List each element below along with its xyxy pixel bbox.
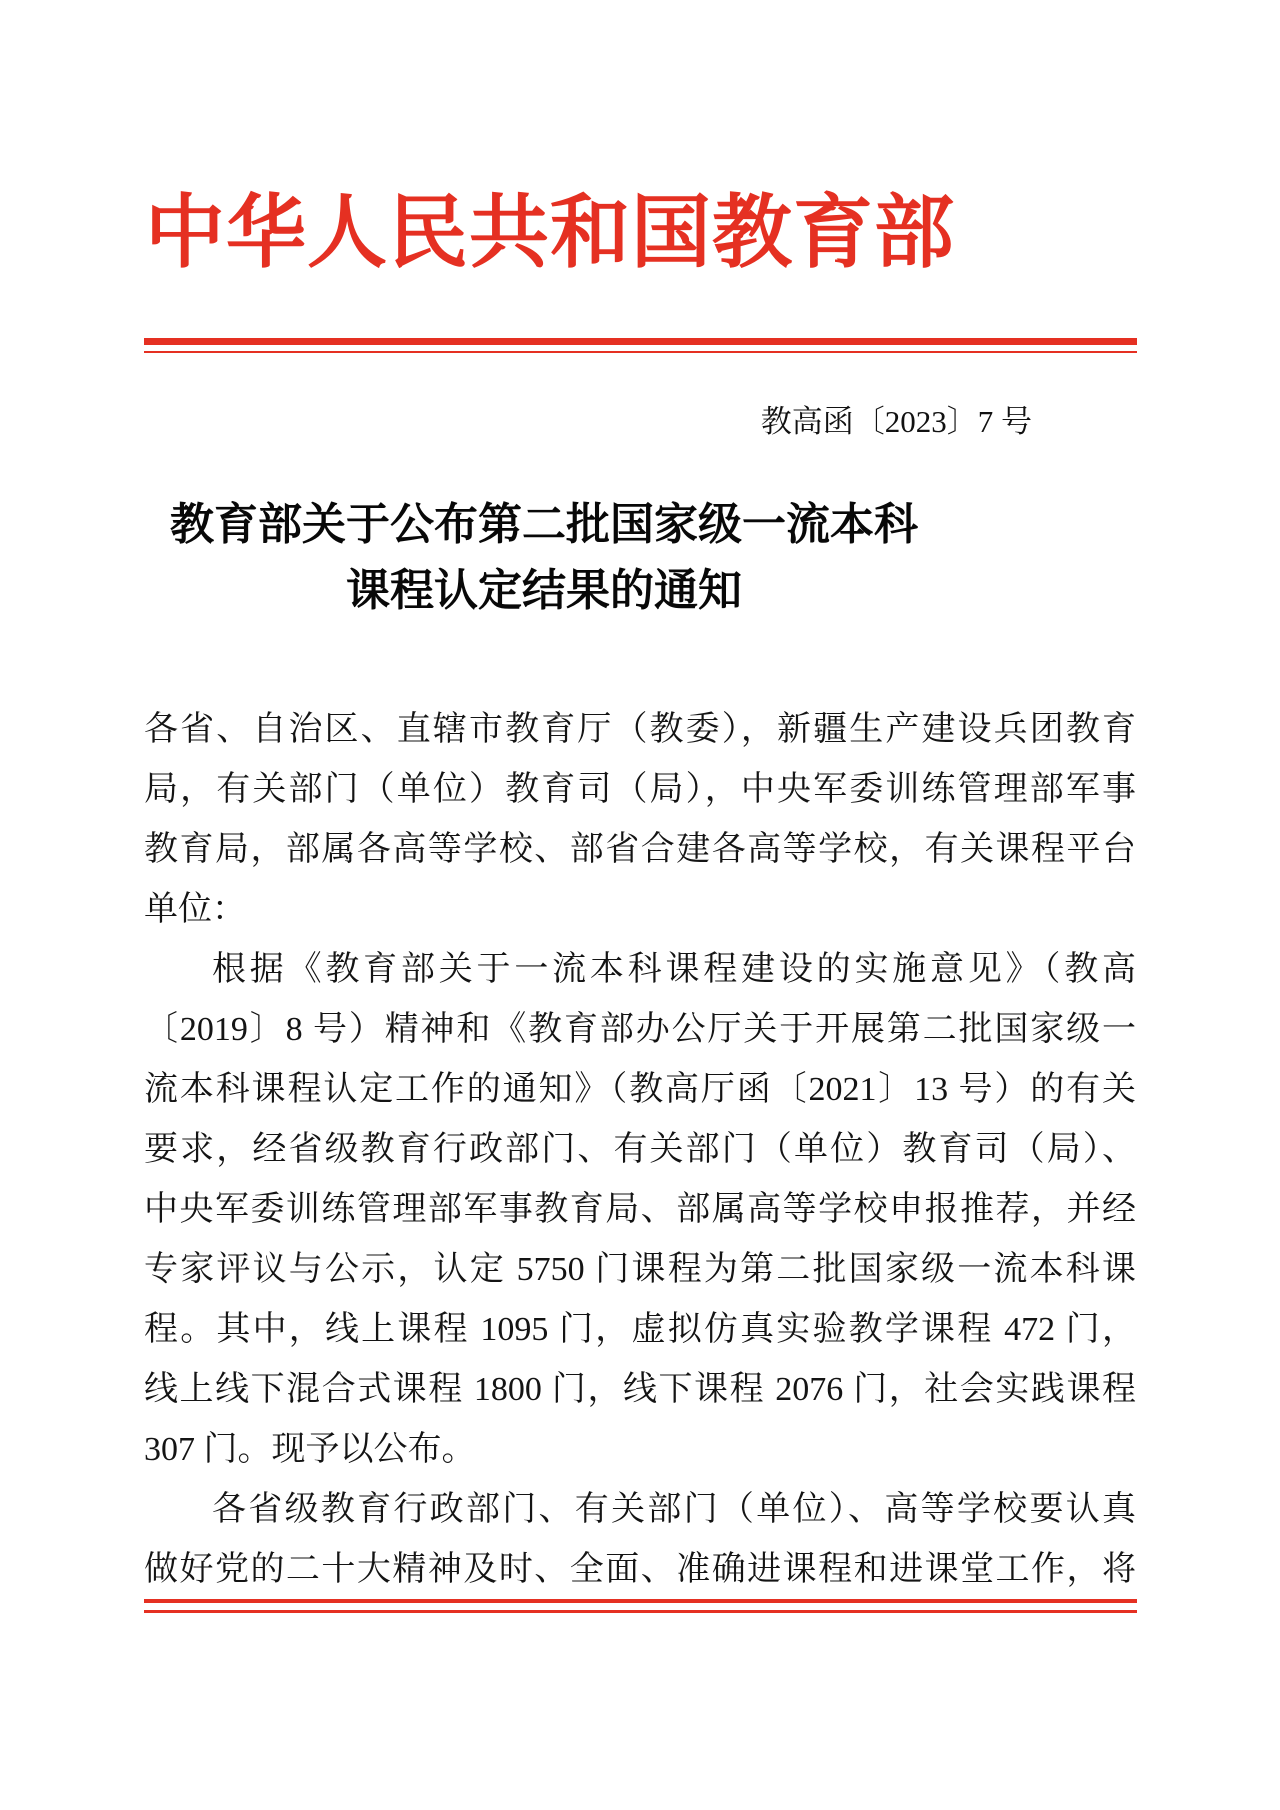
body-line: 教育局，部属各高等学校、部省合建各高等学校，有关课程平台 — [144, 831, 1136, 868]
body-line: 做好党的二十大精神及时、全面、准确进课程和进课堂工作，将 — [144, 1551, 1136, 1588]
body-line: 线上线下混合式课程 1800 门，线下课程 2076 门，社会实践课程 — [144, 1371, 1136, 1408]
body-line: 根据《教育部关于一流本科课程建设的实施意见》（教高 — [212, 951, 1136, 988]
header-rule-thick — [144, 338, 1137, 345]
body-line: 要求，经省级教育行政部门、有关部门（单位）教育司（局）、 — [144, 1131, 1136, 1168]
footer-rule-thick — [144, 1599, 1137, 1603]
notice-title-line1: 教育部关于公布第二批国家级一流本科 — [170, 500, 918, 549]
body-text — [144, 700, 1136, 1600]
notice-title — [144, 492, 944, 624]
body-line: 各省、自治区、直辖市教育厅（教委），新疆生产建设兵团教育 — [144, 711, 1136, 748]
notice-title-line2: 课程认定结果的通知 — [346, 566, 742, 615]
header-rule-thin — [144, 351, 1137, 353]
body-line: 中央军委训练管理部军事教育局、部属高等学校申报推荐，并经 — [144, 1191, 1136, 1228]
body-line: 单位： — [144, 891, 246, 928]
letterhead-agency-title: 中华人民共和国教育部 — [145, 190, 955, 278]
body-line: 流本科课程认定工作的通知》（教高厅函〔2021〕13 号）的有关 — [144, 1071, 1136, 1108]
body-line: 各省级教育行政部门、有关部门（单位）、高等学校要认真 — [212, 1491, 1136, 1528]
body-line: 程。其中，线上课程 1095 门，虚拟仿真实验教学课程 472 门， — [144, 1311, 1136, 1348]
body-line: 专家评议与公示，认定 5750 门课程为第二批国家级一流本科课 — [144, 1251, 1136, 1288]
footer-rule-thin — [144, 1610, 1137, 1613]
body-line: 局，有关部门（单位）教育司（局），中央军委训练管理部军事 — [144, 771, 1136, 808]
body-line: 307 门。现予以公布。 — [144, 1431, 476, 1468]
document-number: 教高函〔2023〕7 号 — [760, 404, 1032, 439]
body-line: 〔2019〕8 号）精神和《教育部办公厅关于开展第二批国家级一 — [144, 1011, 1136, 1048]
